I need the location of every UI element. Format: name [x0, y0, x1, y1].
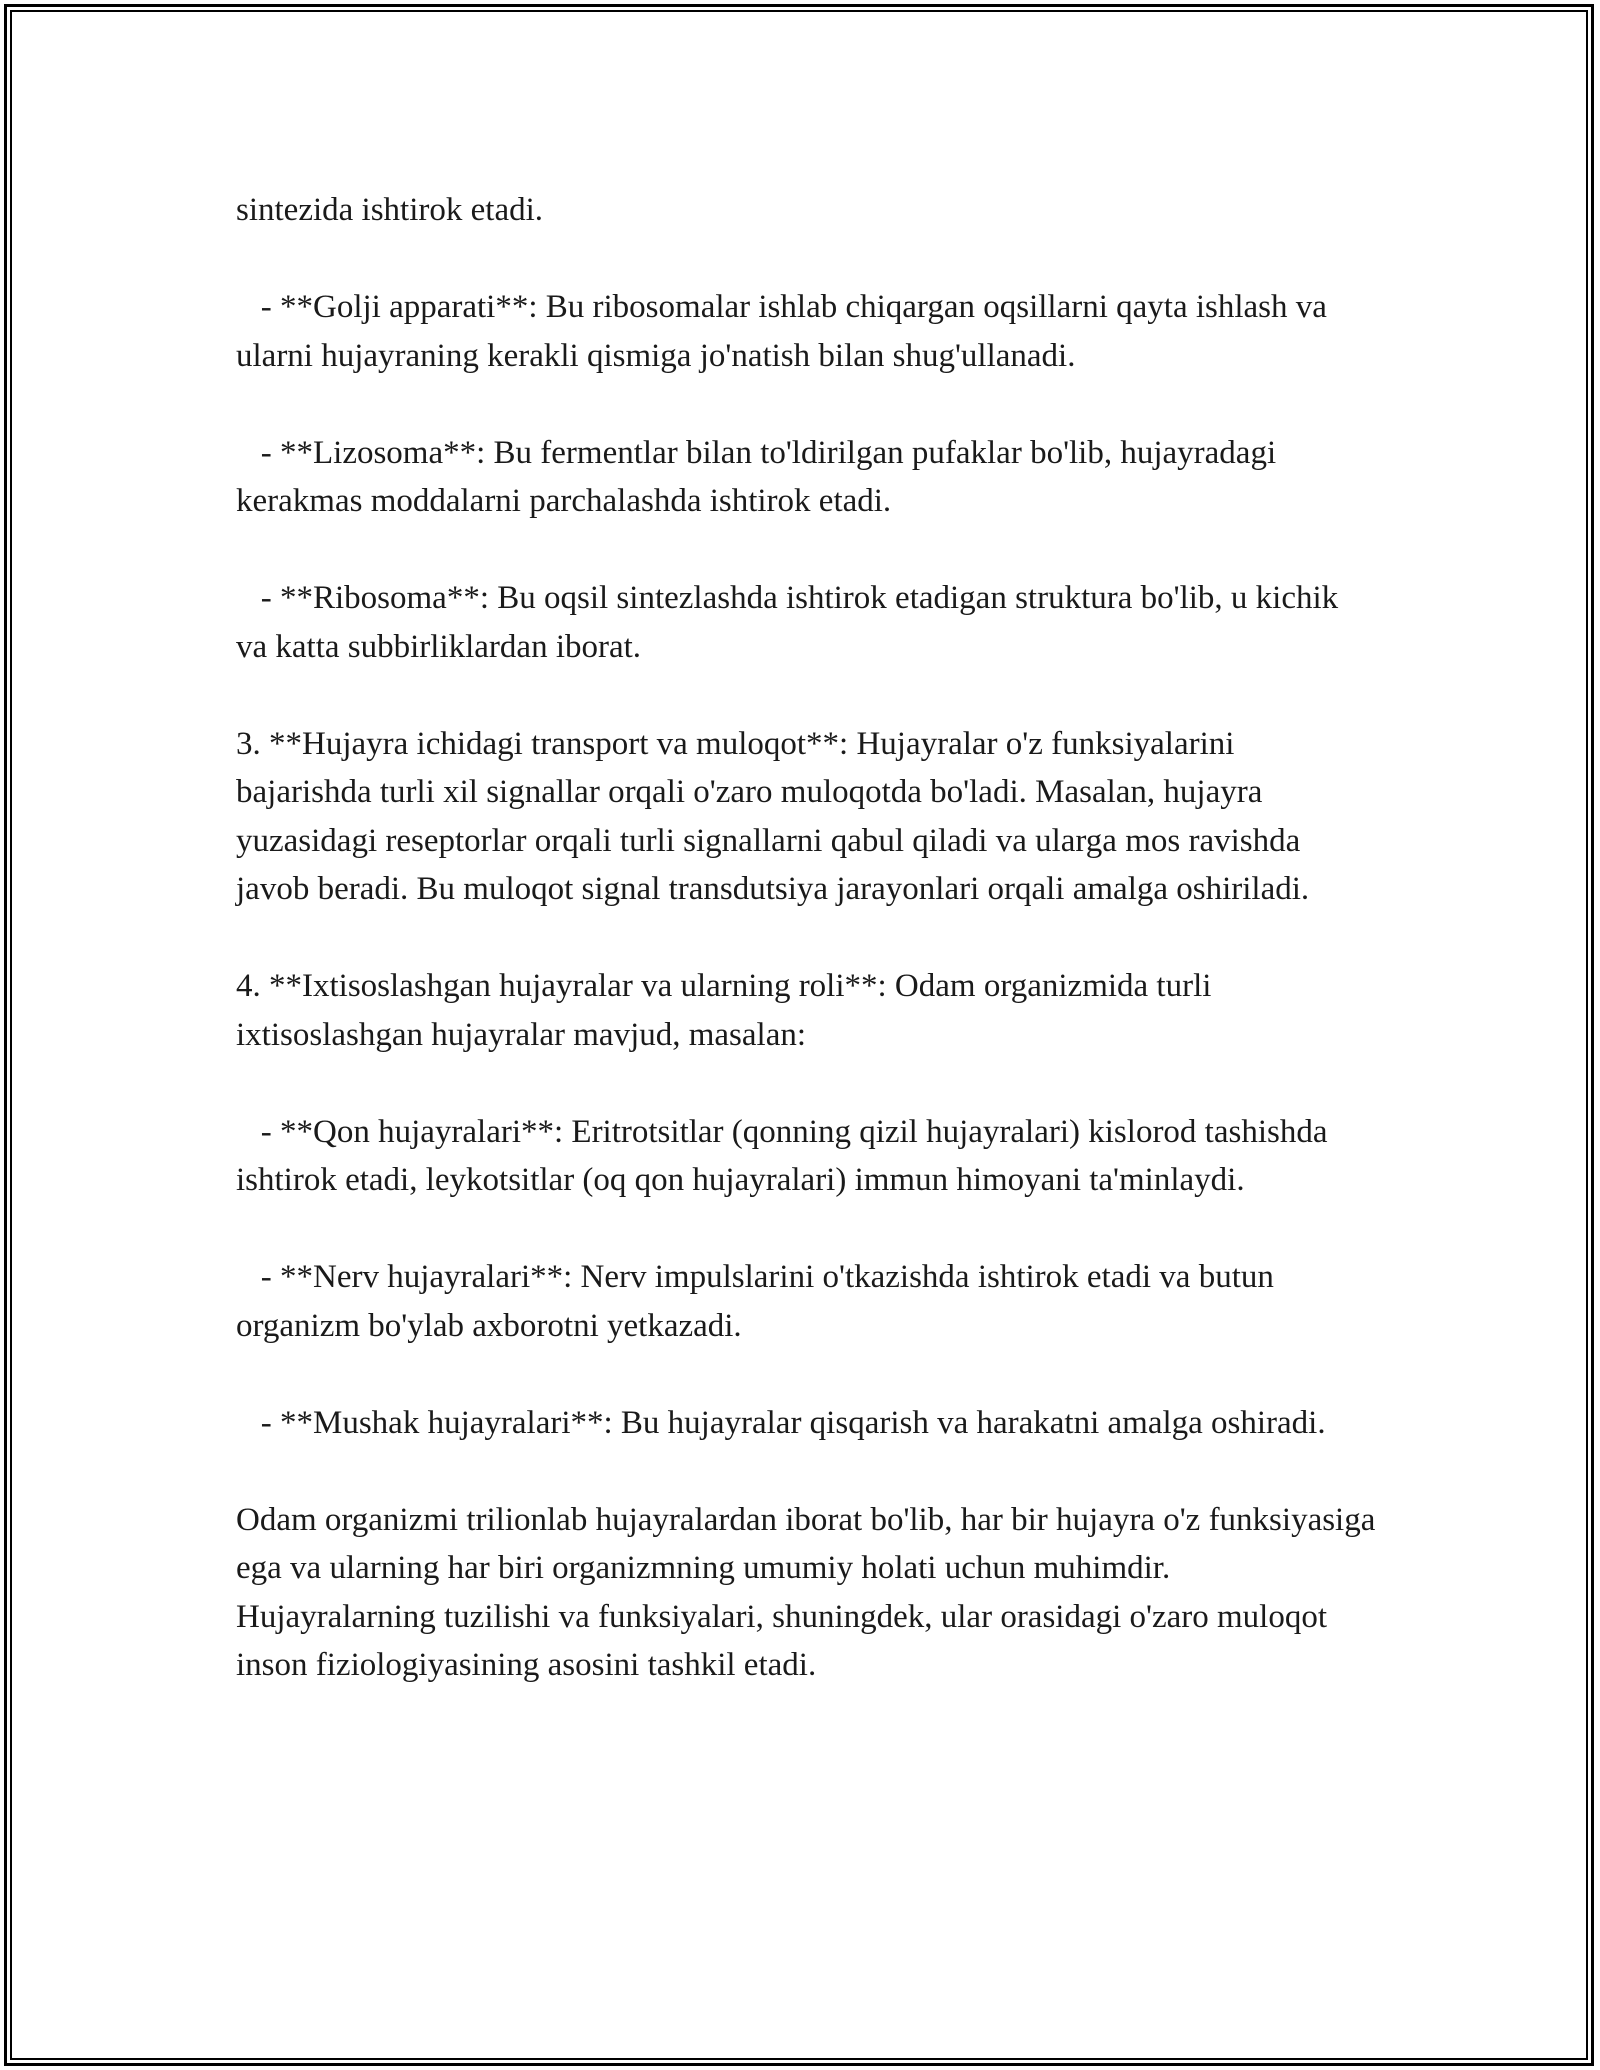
paragraph-ribosoma: - **Ribosoma**: Bu oqsil sintezlashda ishtirok etadigan struktura bo'lib, u kichik va katta subbirliklardan iborat. [236, 580, 1347, 665]
paragraph-lizosoma: - **Lizosoma**: Bu fermentlar bilan to'ldirilgan pufaklar bo'lib, hujayradagi kerakmas moddalarni parchalashda ishtirok etadi. [236, 434, 1285, 519]
paragraph-nerv-hujayralari: - **Nerv hujayralari**: Nerv impulslarini o'tkazishda ishtirok etadi va butun organizm bo'ylab axborotni yetkazadi. [236, 1259, 1283, 1344]
paragraph-transport-muloqot: 3. **Hujayra ichidagi transport va muloqot**: Hujayralar o'z funksiyalarini bajarishda turli xil signallar orqali o'zaro muloqotda bo'ladi. Masalan, hujayra yuzasidagi reseptorlar orqali turli signallarni qabul qiladi va ularga mos ravishda javob beradi. Bu muloqot signal transdutsiya jarayonlari orqali amalga oshiriladi. [236, 725, 1310, 907]
paragraph-conclusion: Odam organizmi trilionlab hujayralardan iborat bo'lib, har bir hujayra o'z funksiyasiga ega va ularning har biri organizmning umumiy holati uchun muhimdir. Hujayralarning tuzilishi va funksiyalari, shuningdek, ular orasidagi o'zaro muloqot inson fiziologiyasining asosini tashkil etadi. [236, 1501, 1384, 1683]
paragraph-golji-apparati: - **Golji apparati**: Bu ribosomalar ishlab chiqargan oqsillarni qayta ishlash va ularni hujayraning kerakli qismiga jo'natish bilan shug'ullanadi. [236, 289, 1336, 374]
document-body [236, 186, 1384, 1690]
paragraph-continuation: sintezida ishtirok etadi. [236, 192, 544, 228]
paragraph-qon-hujayralari: - **Qon hujayralari**: Eritrotsitlar (qonning qizil hujayralari) kislorod tashishda ishtirok etadi, leykotsitlar (oq qon hujayralari) immun himoyani ta'minlaydi. [236, 1113, 1336, 1198]
paragraph-mushak-hujayralari: - **Mushak hujayralari**: Bu hujayralar qisqarish va harakatni amalga oshiradi. [236, 1404, 1326, 1441]
paragraph-ixtisoslashgan-hujayralar: 4. **Ixtisoslashgan hujayralar va ularning roli**: Odam organizmida turli ixtisoslashgan hujayralar mavjud, masalan: [236, 968, 1220, 1053]
